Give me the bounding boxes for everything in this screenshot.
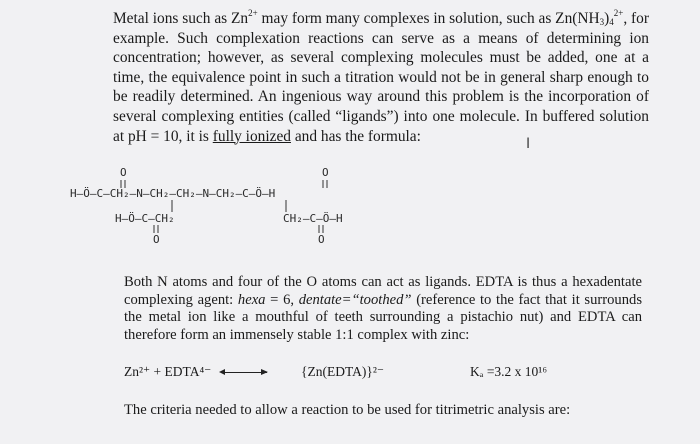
intro-paragraph: Metal ions such as $Zn^{2+}$ may form many complexes in solution, such as $Zn(NH_3)_4^{2+}$, for example. Such complexation reactions can serve as a means of determining ion concentration; however, as several complexing molecules must be added, one at a time, the equivalence point in such a titration would not be in general sharp enough to be readily determined. An ingenious way around this problem is the incorporation of several complexing entities (called “ligands”) into one molecule. In buffered solution at pH = 10, it is fully ionized and has the formula: [113, 8, 650, 145]
reaction-product: {Zn(EDTA)}²⁻ [301, 364, 385, 379]
formula-row-1: H–Ö–C–CH₂–N–CH₂–CH₂–N–CH₂–C–Ö–H [70, 187, 276, 200]
formula-row-2-left: H–Ö–C–CH₂ [115, 212, 175, 225]
formula-row-2-right: CH₂–C–Ö–H [283, 212, 343, 225]
carbonyl-oxygen-top-right: O [322, 166, 329, 179]
underlined-phrase: fully ionized [212, 127, 291, 145]
carbonyl-oxygen-bottom-left: O [153, 233, 160, 246]
edta-paragraph: Both N atoms and four of the O atoms can act as ligands. EDTA is thus a hexadentate complexing agent: hexa = 6, dentate=“toothed” (reference to the fact that it surrounds the metal ion like a mouthful of teeth surrounding a pistachio nut) and EDTA can therefore form an immensely stable 1:1 complex with zinc: [124, 274, 642, 343]
equilibrium-arrow-icon [221, 372, 267, 373]
carbonyl-oxygen-top-left: O [120, 166, 127, 179]
carbonyl-oxygen-bottom-right: O [318, 233, 325, 246]
text-cursor-icon: I [526, 136, 531, 152]
reaction-reactants: Zn²⁺ + EDTA⁴⁻ [124, 364, 212, 379]
criteria-heading: The criteria needed to allow a reaction to be used for titrimetric analysis are: [124, 402, 571, 418]
stability-constant: Kₐ =3.2 x 10¹⁶ [470, 364, 548, 379]
